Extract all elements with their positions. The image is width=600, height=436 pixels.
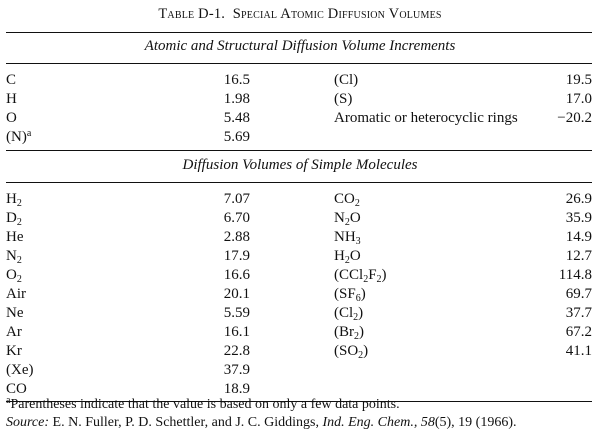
volume-value: 6.70 bbox=[223, 210, 250, 226]
footnote bbox=[6, 396, 400, 414]
species-name: Ar bbox=[6, 324, 22, 340]
table-row bbox=[6, 90, 592, 109]
volume-value: 16.5 bbox=[223, 72, 250, 88]
table-row bbox=[6, 266, 592, 285]
empty-cell bbox=[250, 190, 334, 209]
volume-value: 12.7 bbox=[565, 248, 592, 264]
table-title-text: Special Atomic Diffusion Volumes bbox=[232, 6, 442, 22]
volume-value: 67.2 bbox=[565, 324, 592, 340]
empty-cell bbox=[250, 247, 334, 266]
section1-rule bbox=[6, 63, 592, 64]
volume-value: 5.69 bbox=[223, 129, 250, 145]
volume-value: 114.8 bbox=[558, 267, 592, 283]
volume-value: 7.07 bbox=[223, 191, 250, 207]
footnote-text: Parentheses indicate that the value is based on only a few data points. bbox=[10, 397, 400, 412]
empty-cell bbox=[250, 90, 334, 109]
species-name: (Cl) bbox=[334, 72, 359, 88]
volume-value: 14.9 bbox=[565, 229, 592, 245]
table-row bbox=[6, 190, 592, 209]
species-name: C bbox=[6, 72, 17, 88]
species-name: $(CCl_2F_2)$ bbox=[334, 267, 387, 285]
volume-value: 69.7 bbox=[565, 286, 592, 302]
table-row bbox=[6, 209, 592, 228]
empty-cell bbox=[250, 285, 334, 304]
species-name: $(SO_2)$ bbox=[334, 343, 369, 361]
source-authors: E. N. Fuller, P. D. Schettler, and J. C. Giddings, bbox=[52, 415, 319, 430]
species-name: $NH_3$ bbox=[334, 229, 361, 247]
section-heading-molecules: Diffusion Volumes of Simple Molecules bbox=[182, 157, 418, 173]
species-name: Aromatic or heterocyclic rings bbox=[334, 110, 518, 126]
empty-cell bbox=[250, 323, 334, 342]
volume-value: 41.1 bbox=[565, 343, 592, 359]
empty-cell bbox=[334, 128, 534, 147]
volume-value: 2.88 bbox=[223, 229, 250, 245]
species-name: (S) bbox=[334, 91, 353, 107]
volume-value: 16.1 bbox=[223, 324, 250, 340]
species-name: $CO_2$ bbox=[334, 191, 360, 209]
species-name: $(Br_2)$ bbox=[334, 324, 364, 342]
empty-cell bbox=[250, 342, 334, 361]
empty-cell bbox=[250, 209, 334, 228]
footnote-ref: a bbox=[26, 128, 32, 139]
species-name: $H_2$ bbox=[6, 191, 22, 209]
empty-cell bbox=[250, 304, 334, 323]
species-name: Air bbox=[6, 286, 26, 302]
volume-value: 18.9 bbox=[223, 381, 250, 397]
table-row bbox=[6, 361, 592, 380]
volume-value: −20.2 bbox=[557, 110, 592, 126]
species-name: $N_2$ bbox=[6, 248, 22, 266]
volume-value: 37.9 bbox=[223, 362, 250, 378]
empty-cell bbox=[534, 361, 592, 380]
empty-cell bbox=[334, 361, 534, 380]
volume-value: 20.1 bbox=[223, 286, 250, 302]
source-volume: 58 bbox=[420, 415, 435, 430]
table-row bbox=[6, 128, 592, 147]
volume-value: 22.8 bbox=[223, 343, 250, 359]
species-name: Ne bbox=[6, 305, 24, 321]
top-rule bbox=[6, 32, 592, 33]
empty-cell bbox=[250, 228, 334, 247]
species-name: $(N)^a$ bbox=[6, 128, 32, 145]
source-rest: (5), 19 (1966). bbox=[434, 415, 517, 430]
source-label: Source: bbox=[6, 415, 50, 430]
empty-cell bbox=[250, 361, 334, 380]
section2-rule bbox=[6, 182, 592, 183]
empty-cell bbox=[250, 266, 334, 285]
table-label: Table D-1. bbox=[158, 6, 226, 22]
empty-cell bbox=[250, 128, 334, 147]
table-row bbox=[6, 71, 592, 90]
volume-value: 19.5 bbox=[565, 72, 592, 88]
table-title bbox=[0, 6, 600, 23]
volume-value: 26.9 bbox=[565, 191, 592, 207]
species-name: H bbox=[6, 91, 17, 107]
section-heading-increments: Atomic and Structural Diffusion Volume Increments bbox=[144, 38, 456, 54]
molecules-table bbox=[6, 190, 592, 399]
species-name: $(SF_6)$ bbox=[334, 286, 366, 304]
species-name: CO bbox=[6, 381, 27, 397]
volume-value: 16.6 bbox=[223, 267, 250, 283]
volume-value: 5.48 bbox=[223, 110, 250, 126]
footnote-marker: a bbox=[6, 395, 11, 406]
table-row bbox=[6, 109, 592, 128]
table-row bbox=[6, 228, 592, 247]
table-row bbox=[6, 323, 592, 342]
species-name: O bbox=[6, 110, 17, 126]
table-row bbox=[6, 304, 592, 323]
species-name: $N_2O$ bbox=[334, 210, 361, 228]
volume-value: 37.7 bbox=[565, 305, 592, 321]
volume-value: 17.0 bbox=[565, 91, 592, 107]
middle-rule bbox=[6, 150, 592, 151]
table-row bbox=[6, 342, 592, 361]
species-name: (Xe) bbox=[6, 362, 34, 378]
volume-value: 35.9 bbox=[565, 210, 592, 226]
empty-cell bbox=[250, 71, 334, 90]
volume-value: 1.98 bbox=[223, 91, 250, 107]
source-citation bbox=[6, 414, 517, 432]
empty-cell bbox=[534, 128, 592, 147]
species-name: $H_2O$ bbox=[334, 248, 361, 266]
increments-table bbox=[6, 71, 592, 147]
source-journal: Ind. Eng. Chem., bbox=[322, 415, 418, 430]
volume-value: 5.59 bbox=[223, 305, 250, 321]
empty-cell bbox=[534, 380, 592, 399]
species-name: $(Cl_2)$ bbox=[334, 305, 364, 323]
species-name: Kr bbox=[6, 343, 22, 359]
species-name: He bbox=[6, 229, 24, 245]
empty-cell bbox=[250, 109, 334, 128]
species-name: $D_2$ bbox=[6, 210, 22, 228]
volume-value: 17.9 bbox=[223, 248, 250, 264]
table-row bbox=[6, 247, 592, 266]
species-name: $O_2$ bbox=[6, 267, 22, 285]
table-row bbox=[6, 285, 592, 304]
